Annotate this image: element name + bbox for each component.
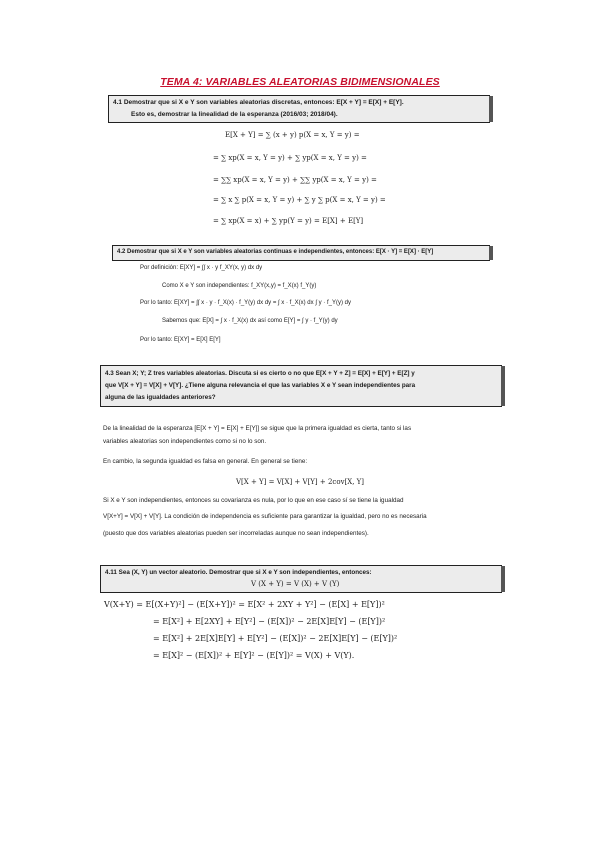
q42-line-1: Por definición: E[XY] = ∫∫ x · y f_XY(x, y) dx dy	[140, 265, 263, 271]
question-4-1-subheading: Esto es, demostrar la linealidad de la esperanza (2016/03; 2018/04).	[131, 111, 338, 118]
question-4-3-box	[100, 365, 502, 407]
question-4-1-box	[108, 95, 490, 123]
box-shadow	[501, 566, 505, 592]
page-title: TEMA 4: VARIABLES ALEATORIAS BIDIMENSIONALES	[160, 76, 440, 88]
question-4-2-heading: 4.2 Demostrar que si X e Y son variables aleatorias continuas e independientes, entonces: E[X · Y] = E[X] · E[Y]	[117, 249, 434, 255]
q41-eq-line-4: = ∑ x ∑ p(X = x, Y = y) + ∑ y ∑ p(X = x, Y = y) =	[213, 196, 386, 204]
q42-line-4: Sabemos que: E[X] = ∫ x · f_X(x) dx así como E[Y] = ∫ y · f_Y(y) dy	[162, 318, 338, 324]
box-shadow	[489, 96, 493, 122]
q41-eq-line-1: E[X + Y] = ∑ (x + y) p(X = x, Y = y) =	[225, 131, 360, 139]
q411-eq-line-3: = E[X²] + 2E[X]E[Y] + E[Y²] − (E[X])² − 2E[X]E[Y] − (E[Y])²	[153, 634, 398, 643]
q43-paragraph-3b: V[X+Y] = V[X] + V[Y]. La condición de independencia es suficiente para garantizar la igualdad, pero no es necesaria	[103, 513, 427, 520]
q411-eq-line-1: V(X+Y) = E[(X+Y)²] − (E[X+Y])² = E[X² + 2XY + Y²] − (E[X] + E[Y])²	[104, 600, 385, 609]
question-4-2-box	[112, 245, 490, 261]
q43-formula: V[X + Y] = V[X] + V[Y] + 2cov[X, Y]	[235, 478, 365, 486]
question-4-3-heading-1: 4.3 Sean X; Y; Z tres variables aleatorias. Discuta si es cierto o no que E[X + Y + Z] = E[X] + E[Y] + E[Z] y	[105, 370, 415, 377]
question-4-3-heading-2: que V[X + Y] = V[X] + V[Y]. ¿Tiene alguna relevancia el que las variables X e Y sean independientes para	[105, 382, 416, 389]
q41-eq-line-5: = ∑ xp(X = x) + ∑ yp(Y = y) = E[X] + E[Y]	[213, 217, 364, 225]
q42-line-3: Por lo tanto: E[XY] = ∫∫ x · y · f_X(x) · f_Y(y) dx dy = ∫ x · f_X(x) dx ∫ y · f_Y(y) dy	[140, 300, 351, 306]
question-4-11-heading: 4.11 Sea (X, Y) un vector aleatorio. Demostrar que si X e Y son independientes, entonces:	[105, 569, 372, 576]
q43-paragraph-3c: (puesto que dos variables aleatorias pueden ser incorreladas aunque no sean independientes).	[103, 530, 369, 537]
q41-eq-line-3: = ∑∑ xp(X = x, Y = y) + ∑∑ yp(X = x, Y = y) =	[213, 176, 377, 184]
q411-eq-line-4: = E[X]² − (E[X])² + E[Y]² − (E[Y])² = V(X) + V(Y).	[153, 651, 355, 660]
q42-line-5: Por lo tanto: E[XY] = E[X] E[Y]	[140, 337, 221, 343]
q43-paragraph-3a: Si X e Y son independientes, entonces su covarianza es nula, por lo que en ese caso sí se tiene la igualdad	[103, 497, 404, 504]
q43-paragraph-2: En cambio, la segunda igualdad es falsa en general. En general se tiene:	[103, 458, 308, 465]
box-shadow	[489, 246, 493, 260]
q411-eq-line-2: = E[X²] + E[2XY] + E[Y²] − (E[X])² − 2E[X]E[Y] − (E[Y])²	[153, 617, 386, 626]
q43-paragraph-1b: variables aleatorias son independientes como si no lo son.	[103, 438, 267, 445]
q42-line-2: Como X e Y son independientes: f_XY(x,y) = f_X(x) f_Y(y)	[162, 283, 317, 289]
q41-eq-line-2: = ∑ xp(X = x, Y = y) + ∑ yp(X = x, Y = y) =	[213, 154, 367, 162]
question-4-1-heading: 4.1 Demostrar que si X e Y son variables aleatorias discretas, entonces: E[X + Y] = E[X] + E[Y].	[113, 99, 404, 106]
question-4-11-heading-formula: V (X + Y) = V (X) + V (Y)	[251, 580, 340, 588]
box-shadow	[501, 366, 505, 406]
question-4-11-box	[100, 565, 502, 593]
q43-paragraph-1a: De la linealidad de la esperanza [E[X + Y] = E[X] + E[Y]] se sigue que la primera igualdad es cierta, tanto si las	[103, 425, 412, 432]
question-4-3-heading-3: alguna de las igualdades anteriores?	[105, 394, 216, 401]
